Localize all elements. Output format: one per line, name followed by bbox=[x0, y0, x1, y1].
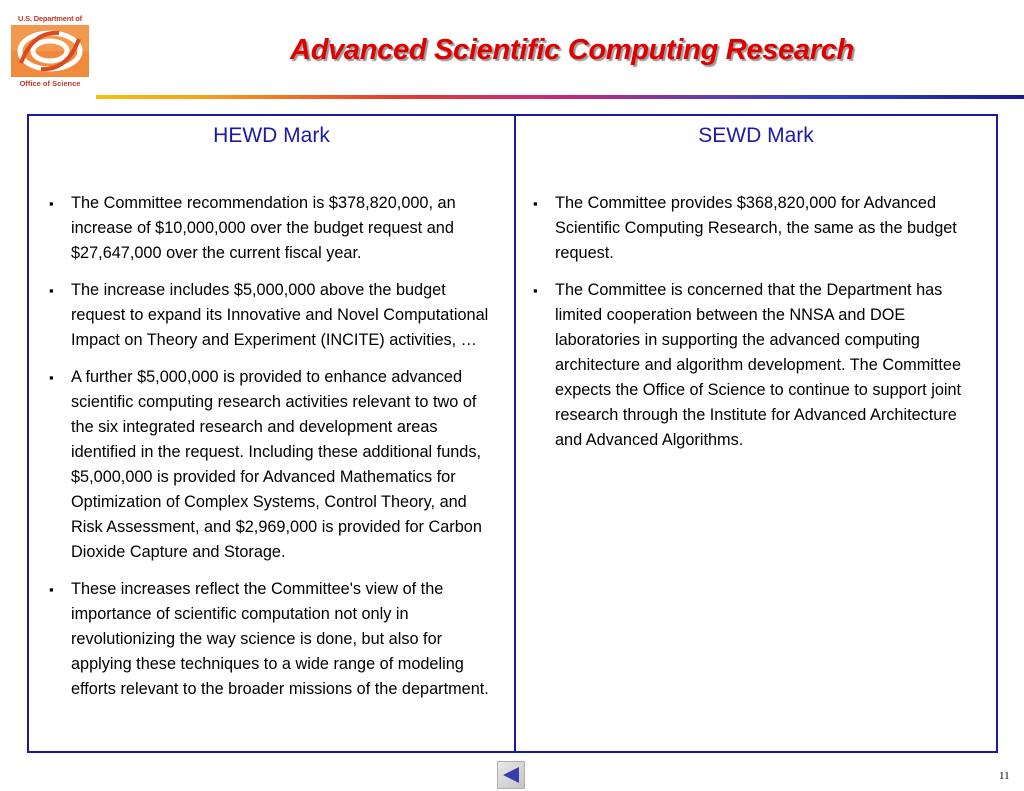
list-item bbox=[49, 365, 496, 565]
rainbow-divider bbox=[96, 95, 1024, 99]
doe-logo bbox=[6, 14, 94, 90]
bullet-text: A further $5,000,000 is provided to enhance advanced scientific computing research activities relevant to two of the six integrated research and development areas identified in the request. Including these additional funds, $5,000,000 is provided for Advanced Mathematics for Optimization of Complex Systems, Control Theory, and Risk Assessment, and $2,969,000 is provided for Carbon Dioxide Capture and Storage. bbox=[71, 368, 482, 561]
list-item bbox=[533, 191, 982, 266]
logo-org-bottom: Office of Science bbox=[19, 79, 81, 88]
left-arrow-icon bbox=[501, 766, 521, 784]
bullet-text: The increase includes $5,000,000 above the budget request to expand its Innovative and Novel Computational Impact on Theory and Experiment (INCITE) activities, … bbox=[71, 281, 489, 349]
hewd-bullet-list bbox=[49, 191, 496, 702]
bullet-text: The Committee recommendation is $378,820,000, an increase of $10,000,000 over the budget request and $27,647,000 over the current fiscal year. bbox=[71, 194, 456, 262]
sewd-bullet-list bbox=[533, 191, 982, 453]
bullet-icon: ▪ bbox=[49, 370, 54, 385]
list-item bbox=[533, 278, 982, 453]
bullet-text: These increases reflect the Committee's view of the importance of scientific computation not only in revolutionizing the way science is done, but also for applying these techniques to a wide range of modeling efforts relevant to the broader missions of the department. bbox=[71, 580, 489, 698]
page-title: Advanced Scientific Computing Research bbox=[290, 34, 854, 66]
bullet-text: The Committee is concerned that the Department has limited cooperation between the NNSA and DOE laboratories in supporting the advanced computing architecture and algorithm development. The Committee expects the Office of Science to continue to support joint research through the Institute for Advanced Architecture and Advanced Algorithms. bbox=[555, 281, 962, 449]
doe-emblem-icon bbox=[11, 25, 89, 77]
bullet-icon: ▪ bbox=[533, 196, 538, 211]
back-button[interactable] bbox=[497, 761, 525, 789]
bullet-icon: ▪ bbox=[49, 196, 54, 211]
bullet-icon: ▪ bbox=[533, 283, 538, 298]
bullet-text: The Committee provides $368,820,000 for Advanced Scientific Computing Research, the same as the budget request. bbox=[555, 194, 957, 262]
list-item bbox=[49, 278, 496, 353]
page-number: 11 bbox=[999, 770, 1010, 782]
logo-org-top: U.S. Department of bbox=[18, 14, 82, 23]
hewd-heading: HEWD Mark bbox=[213, 124, 330, 147]
sewd-column bbox=[516, 116, 996, 751]
bullet-icon: ▪ bbox=[49, 582, 54, 597]
list-item bbox=[49, 577, 496, 702]
sewd-heading: SEWD Mark bbox=[698, 124, 814, 147]
list-item bbox=[49, 191, 496, 266]
hewd-column bbox=[29, 116, 516, 751]
bullet-icon: ▪ bbox=[49, 283, 54, 298]
comparison-table bbox=[27, 114, 998, 753]
